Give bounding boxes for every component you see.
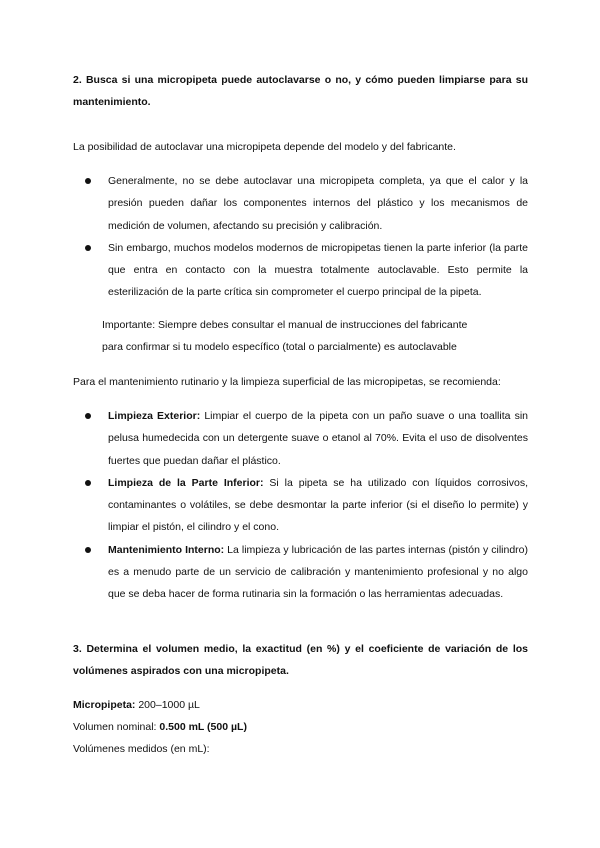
micropipeta-label: Micropipeta: <box>73 699 136 711</box>
autoclave-bullet-list <box>73 170 528 304</box>
bullet-text: La limpieza y lubricación de las partes internas (pistón y cilindro) es a menudo parte de un servicio de calibración y mantenimiento profesional y no algo que se deba hacer de forma rutinaria sin la formación o las herramientas adecuadas. <box>108 543 528 601</box>
list-item <box>73 237 528 304</box>
bullet-icon <box>85 245 91 251</box>
bullet-icon <box>85 547 91 553</box>
list-item <box>73 472 528 539</box>
maintenance-intro: Para el mantenimiento rutinario y la limpieza superficial de las micropipetas, se recomienda: <box>73 376 501 388</box>
measured-volumes-label: Volúmenes medidos (en mL): <box>73 743 210 755</box>
important-note <box>102 314 522 358</box>
nominal-volume-label: Volumen nominal: <box>73 721 160 733</box>
nominal-volume-value: 0.500 mL (500 µL) <box>159 721 247 733</box>
bullet-term: Mantenimiento Interno: <box>108 543 225 556</box>
bullet-text: Generalmente, no se debe autoclavar una micropipeta completa, ya que el calor y la presión pueden dañar los componentes internos del plástico y los mecanismos de medición de volumen, afectando su precisión y calibración. <box>108 175 528 232</box>
micropipeta-line <box>73 694 528 716</box>
bullet-text: Limpiar el cuerpo de la pipeta con un paño suave o una toallita sin pelusa humedecida con un detergente suave o etanol al 70%. Evita el uso de disolventes fuertes que puedan dañar el plástico. <box>108 410 528 467</box>
important-note-line: Importante: Siempre debes consultar el manual de instrucciones del fabricante <box>102 319 468 331</box>
bullet-icon <box>85 413 91 419</box>
bullet-text: Si la pipeta se ha utilizado con líquidos corrosivos, contaminantes o volátiles, se debe desmontar la parte inferior (si el diseño lo permite) y limpiar el pistón, el cilindro y el cono. <box>108 476 528 534</box>
micropipeta-value: 200–1000 µL <box>135 699 200 711</box>
list-item <box>73 170 528 237</box>
bullet-term: Limpieza Exterior: <box>108 410 201 422</box>
list-item <box>73 405 528 472</box>
autoclave-intro: La posibilidad de autoclavar una micropipeta depende del modelo y del fabricante. <box>73 141 456 153</box>
list-item <box>73 539 528 606</box>
question-3-heading: 3. Determina el volumen medio, la exactitud (en %) y el coeficiente de variación de los volúmenes aspirados con una micropipeta. <box>73 643 528 677</box>
bullet-icon <box>85 178 91 184</box>
bullet-icon <box>85 480 91 486</box>
bullet-text: Sin embargo, muchos modelos modernos de micropipetas tienen la parte inferior (la parte que entra en contacto con la muestra totalmente autoclavable. Esto permite la esterilización de la parte crítica sin comprometer el cuerpo principal de la pipeta. <box>108 241 528 299</box>
nominal-volume-line <box>73 716 528 738</box>
important-note-line: para confirmar si tu modelo específico (total o parcialmente) es autoclavable <box>102 341 457 353</box>
maintenance-bullet-list <box>73 405 528 606</box>
question-2-heading: 2. Busca si una micropipeta puede autoclavarse o no, y cómo pueden limpiarse para su mantenimiento. <box>73 74 528 108</box>
bullet-term: Limpieza de la Parte Inferior: <box>108 476 264 489</box>
